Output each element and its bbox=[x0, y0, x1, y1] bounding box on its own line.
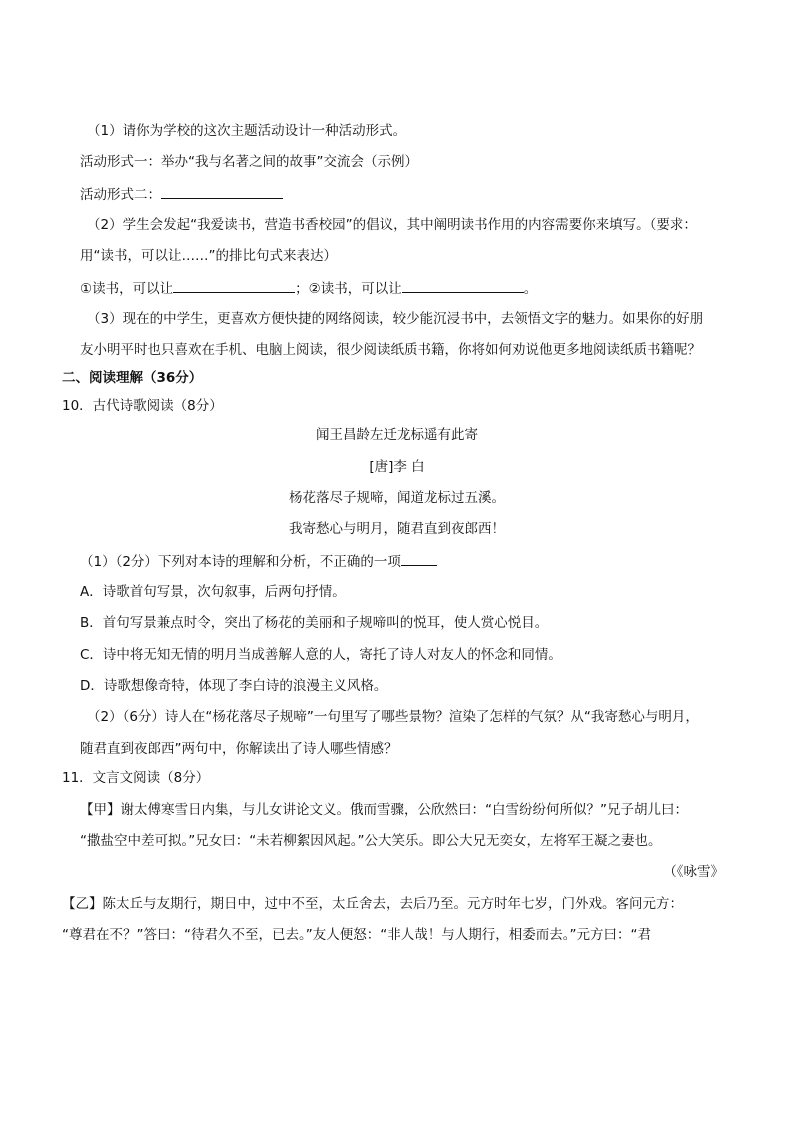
q10-sub1 bbox=[80, 552, 437, 571]
option-b: B．首句写景兼点时令，突出了杨花的美丽和子规啼叫的悦耳，使人赏心悦目。 bbox=[80, 615, 549, 631]
passage-yi-line2: “尊君在不？”答曰：“待君久不至，已去。”友人便怒：“非人哉！与人期行，相委而去。”元方曰：“君 bbox=[62, 927, 651, 943]
passage-yi-line1: 【乙】陈太丘与友期行，期日中，过中不至，太丘舍去，去后乃至。元方时年七岁，门外戏。客问元方： bbox=[62, 896, 683, 912]
q9-sub2-fill bbox=[80, 279, 537, 298]
fill-label-1: ①读书，可以让 bbox=[80, 281, 174, 297]
answer-blank[interactable] bbox=[173, 279, 295, 293]
q10-sub2-line2: 随君直到夜郎西”两句中，你解读出了诗人哪些情感？ bbox=[80, 741, 398, 757]
q9-sub2-line1: （2）学生会发起“我爱读书，营造书香校园”的倡议，其中阐明读书作用的内容需要你来填写。（要求： bbox=[87, 217, 697, 233]
q10-sub1-text: （1）（2分）下列对本诗的理解和分析，不正确的一项 bbox=[80, 554, 401, 570]
activity-form-2-label: 活动形式二： bbox=[80, 187, 161, 203]
q10-header: 10．古代诗歌阅读（8分） bbox=[62, 398, 223, 414]
answer-blank[interactable] bbox=[402, 279, 524, 293]
fill-label-2: ；②读书，可以让 bbox=[295, 281, 402, 297]
passage-jia-line2: “撒盐空中差可拟。”兄女曰：“未若柳絮因风起。”公大笑乐。即公大兄无奕女，左将军王凝之妻也。 bbox=[80, 833, 662, 849]
passage-jia-line1: 【甲】谢太傅寒雪日内集，与儿女讲论文义。俄而雪骤，公欣然曰：“白雪纷纷何所似？”兄子胡儿曰： bbox=[80, 802, 688, 818]
option-c: C．诗中将无知无情的明月当成善解人意的人，寄托了诗人对友人的怀念和同情。 bbox=[80, 647, 562, 663]
passage-jia-source: （《咏雪》 bbox=[663, 864, 724, 880]
q9-sub3-line2: 友小明平时也只喜欢在手机、电脑上阅读，很少阅读纸质书籍，你将如何劝说他更多地阅读纸质书籍呢？ bbox=[80, 342, 701, 358]
fill-end: 。 bbox=[523, 281, 538, 297]
section-title: 二、阅读理解（36分） bbox=[62, 370, 203, 386]
poem-line-2: 我寄愁心与明月，随君直到夜郎西！ bbox=[289, 521, 505, 537]
option-d: D．诗歌想像奇特，体现了李白诗的浪漫主义风格。 bbox=[80, 678, 388, 694]
activity-form-1: 活动形式一：举办“我与名著之间的故事”交流会（示例） bbox=[80, 154, 418, 170]
answer-blank[interactable] bbox=[161, 185, 283, 199]
poem-author: [唐]李 白 bbox=[369, 459, 425, 475]
q10-sub2-line1: （2）（6分）诗人在“杨花落尽子规啼”一句里写了哪些景物？渲染了怎样的气氛？从“我寄愁心与明月， bbox=[87, 709, 699, 725]
q9-sub1: （1）请你为学校的这次主题活动设计一种活动形式。 bbox=[87, 123, 407, 139]
poem-title: 闻王昌龄左迁龙标遥有此寄 bbox=[316, 427, 478, 443]
q11-header: 11．文言文阅读（8分） bbox=[62, 770, 210, 786]
poem-line-1: 杨花落尽子规啼，闻道龙标过五溪。 bbox=[289, 490, 505, 506]
activity-form-2 bbox=[80, 185, 283, 204]
q9-sub2-line2: 用“读书，可以让……”的排比句式来表达） bbox=[80, 248, 337, 264]
q9-sub3-line1: （3）现在的中学生，更喜欢方便快捷的网络阅读，较少能沉浸书中，去领悟文字的魅力。如果你的好朋 bbox=[87, 311, 704, 327]
answer-blank[interactable] bbox=[401, 552, 437, 566]
option-a: A．诗歌首句写景，次句叙事，后两句抒情。 bbox=[80, 584, 346, 600]
